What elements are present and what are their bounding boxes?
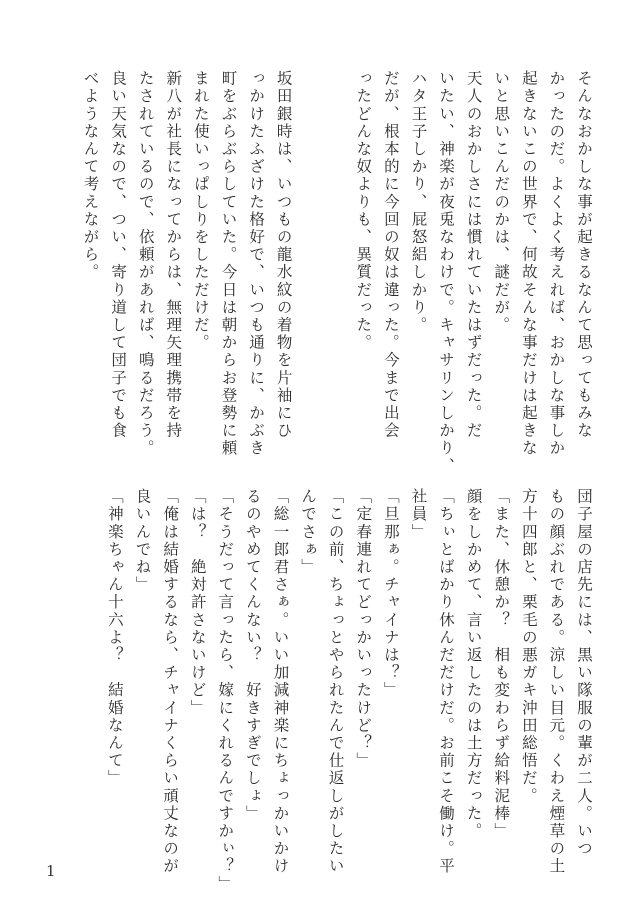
text-line: 良いんでね」	[133, 488, 152, 594]
text-line: かったのだ。よくよく考えれば、おかしな事しか	[547, 70, 566, 458]
text-line: 「そうだって言ったら、嫁にくれるんですかぃ？」	[216, 488, 235, 893]
text-line: んでさぁ」	[299, 488, 318, 576]
page-number: 1	[46, 862, 56, 880]
paragraph-gap	[291, 70, 343, 440]
text-line: 良い天気なので、つい、寄り道して団子でも食	[109, 70, 128, 440]
text-line: べようなんて考えながら。	[81, 70, 100, 282]
text-line: ったどんな奴よりも、異質だった。	[354, 70, 373, 352]
text-line: 「旦那ぁ。チャイナは？」	[381, 488, 400, 700]
text-line: 「俺は結婚するなら、チャイナくらい頑丈なのが	[161, 488, 180, 876]
text-line: るのやめてくんない？ 好きすぎでしょ」	[243, 488, 262, 823]
text-line: 「総一郎君さぁ。いい加減神楽にちょっかいかけ	[271, 488, 290, 876]
text-line: 町をぶらぶらしていた。今日は朝からお登勢に頼	[219, 70, 238, 458]
text-line: 方十四郎と、栗毛の悪ガキ沖田総悟だ。	[519, 488, 538, 805]
text-line: っかけたふざけた格好で、いつも通りに、かぶき	[247, 70, 266, 458]
bottom-text-block	[41, 488, 593, 893]
text-line: もの顔ぶれである。涼しい目元。くわえ煙草の土	[547, 488, 566, 876]
text-line: 「また、休憩か？ 相も変わらず給料泥棒」	[492, 488, 511, 840]
text-line: 「この前、ちょっとやられたんで仕返しがしたい	[326, 488, 345, 876]
text-line: だが、根本的に今回の奴は違った。今まで出会	[381, 70, 400, 440]
text-line: 「は？ 絶対許さないけど」	[188, 488, 207, 717]
text-line: 新八が社長になってからは、無理矢理携帯を持	[164, 70, 183, 440]
text-line: いたい、神楽が夜兎なわけで。キャサリンしかり、	[437, 70, 456, 475]
text-line: たされているので、依頼があれば、鳴るだろう。	[136, 70, 155, 458]
text-line: 「ちぃとばかり休んだだけだ。お前こそ働け。平	[437, 488, 456, 876]
text-line: 「定春連れてどっかいったけど？」	[354, 488, 373, 770]
top-text-block	[41, 70, 593, 475]
text-line: 団子屋の店先には、黒い隊服の輩が二人。いつ	[575, 488, 593, 858]
text-line: 社員」	[409, 488, 428, 541]
text-line: 天人のおかしさには慣れていたはずだった。だ	[464, 70, 483, 440]
text-line: そんなおかしな事が起きるなんて思ってもみな	[575, 70, 593, 440]
text-line: いと思いこんだのかは、謎だが。	[492, 70, 511, 334]
text-line: 起きないこの世界で、何故そんな事だけは起きな	[519, 70, 538, 458]
text-line: 坂田銀時は、いつもの龍水紋の着物を片袖にひ	[274, 70, 293, 440]
text-line: ハタ王子しかり、屁怒絽しかり。	[409, 70, 428, 334]
text-line: 「神楽ちゃん十六よ？ 結婚なんて」	[105, 488, 124, 788]
text-line: まれた使いっぱしりをしただけだ。	[191, 70, 210, 352]
text-line: 顔をしかめて、言い返したのは土方だった。	[464, 488, 483, 840]
